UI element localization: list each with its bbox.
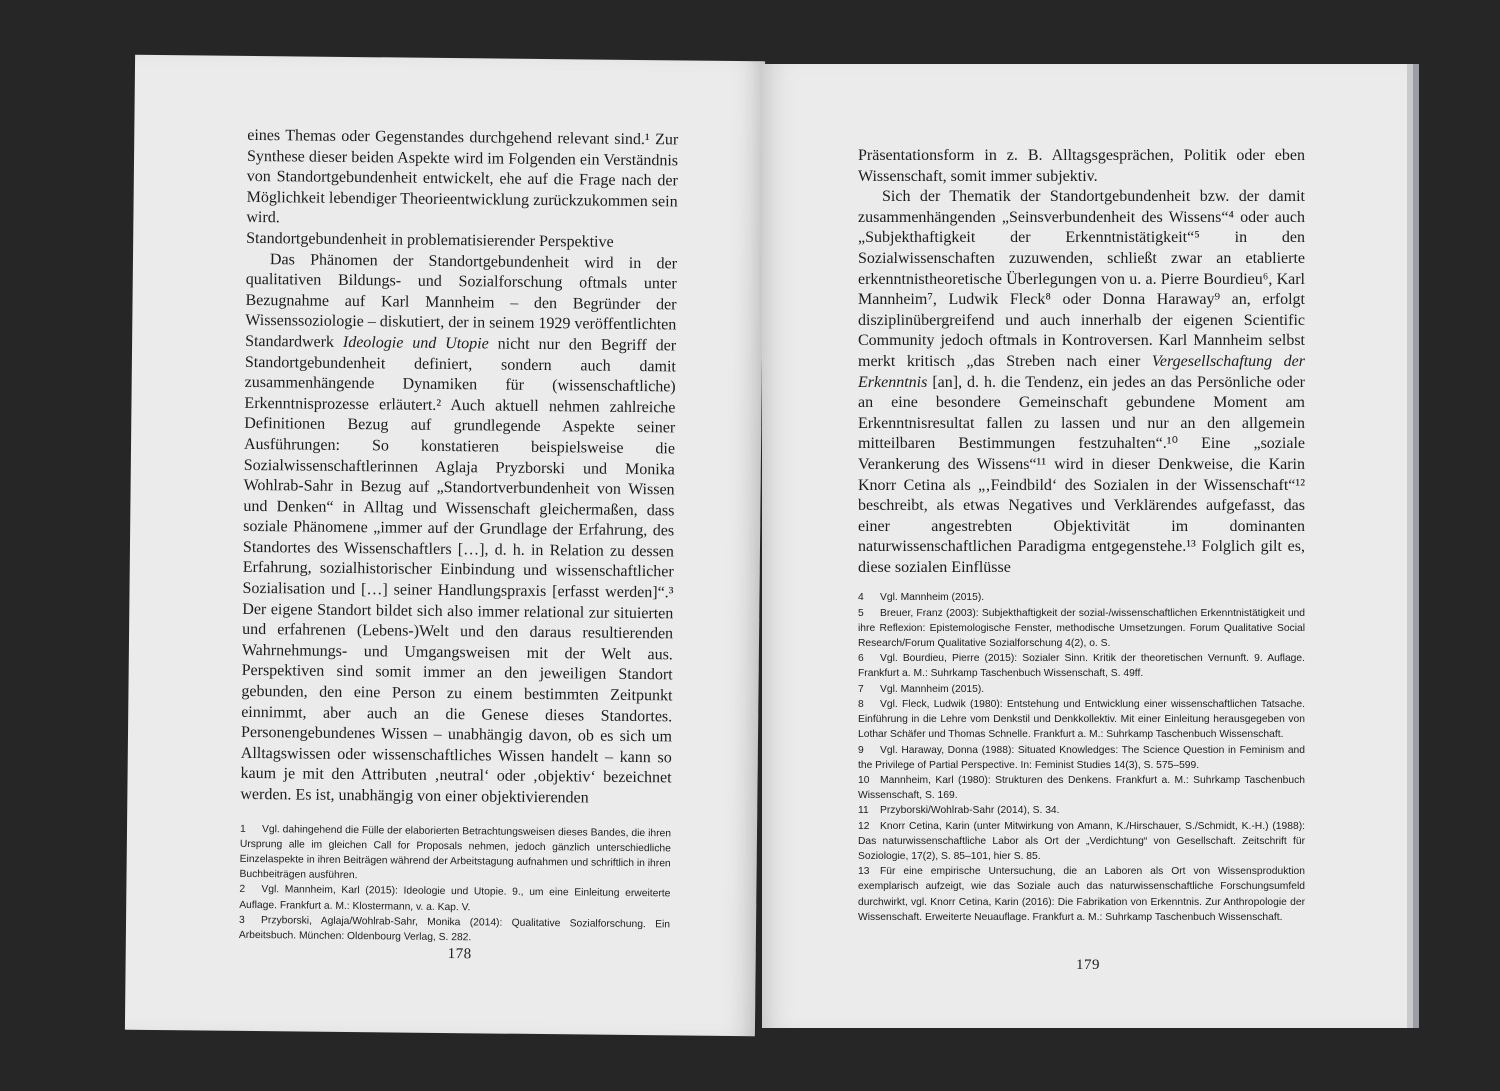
book-title-italic: Ideologie und Utopie <box>342 333 489 353</box>
footnote <box>858 864 1305 925</box>
paragraph-part-1: Das Phänomen der Standortgebundenheit wird in der qualitativen Bildungs- und Sozialforschung oftmals unter Bezugnahme auf Karl Mannheim – den Begründer der Wissenssoziologie – diskutiert, der in seinem 1929 veröffentlichten Standardwerk <box>245 250 678 351</box>
left-main-paragraph <box>240 249 677 810</box>
right-page <box>762 64 1407 1028</box>
footnote <box>858 803 1305 818</box>
footnote <box>858 697 1305 743</box>
footnote <box>239 913 670 948</box>
section-heading: Standortgebundenheit in problematisierender Perspektive <box>246 229 614 251</box>
paragraph-part-a: Sich der Thematik der Standortgebundenheit bzw. der damit zusammenhängenden „Seinsverbundenheit des Wissens“⁴ oder auch „Subjekthaftigkeit der Erkenntnistätigkeit“⁵ in den Sozialwissenschaften zuzuwenden, schließt zwar an etablierte erkenntnistheoretische Überlegungen von u. a. Pierre Bourdieu⁶, Karl Mannheim⁷, Ludwik Fleck⁸ oder Donna Haraway⁹ an, erfolgt disziplinübergreifend und auch innerhalb der eigenen Scientific Community jedoch oftmals in Kontroversen. Karl Mannheim selbst merkt kritisch „das Streben nach einer <box>858 188 1305 370</box>
footnote <box>858 773 1305 803</box>
footnote-number: 3 <box>239 914 245 926</box>
footnote-text: Vgl. Mannheim (2015). <box>880 683 985 695</box>
footnote-number: 11 <box>858 805 869 817</box>
footnote-number: 8 <box>858 698 864 710</box>
footnote <box>239 821 671 886</box>
footnote-number: 9 <box>858 744 864 756</box>
footnote-text: Vgl. Mannheim (2015). <box>880 592 985 604</box>
footnote-number: 7 <box>858 683 864 695</box>
right-continuation-paragraph: Präsentationsform in z. B. Alltagsgesprächen, Politik oder eben Wissenschaft, somit immer subjektiv. <box>858 147 1305 185</box>
footnote-number: 4 <box>858 592 864 604</box>
footnote <box>858 819 1305 865</box>
footnote-number: 1 <box>239 823 246 835</box>
footnote <box>858 651 1305 681</box>
footnote-text: Przyborski, Aglaja/Wohlrab-Sahr, Monika (2014): Qualitative Sozialforschung. Ein Arbeitsbuch. München: Oldenbourg Verlag, S. 282. <box>238 914 671 944</box>
page-number-left: 178 <box>447 946 472 963</box>
footnote-text: Vgl. Fleck, Ludwik (1980): Entstehung und Entwicklung einer wissenschaftlichen Tatsache. Einführung in die Lehre vom Denkstil und Denkkollektiv. Mit einer Einleitung herausgegeben von Lothar Schäfer und Thomas Schnelle. Frankfurt a. M.: Suhrkamp Taschenbuch Wissenschaft. <box>858 698 1305 741</box>
left-page <box>125 55 765 1037</box>
right-body-text <box>858 146 1305 578</box>
footnote-number: 2 <box>239 884 246 896</box>
footnote-number: 10 <box>858 774 870 786</box>
left-body-text <box>240 126 678 810</box>
page-number-right: 179 <box>1076 957 1100 973</box>
right-main-paragraph <box>858 187 1305 578</box>
footnote-text: Vgl. Bourdieu, Pierre (2015): Sozialer Sinn. Kritik der theoretischen Vernunft. 9. Auflage. Frankfurt a. M.: Suhrkamp Taschenbuch Wissenschaft, S. 49ff. <box>858 653 1305 680</box>
left-continuation-paragraph: eines Themas oder Gegenstandes durchgehend relevant sind.¹ Zur Synthese dieser beiden Aspekte wird im Folgenden ein Verständnis von Standortgebundenheit entwickelt, ehe auf die Frage nach der Möglichkeit lebendiger Theorieentwicklung zurückzukommen sein wird. <box>246 126 679 227</box>
footnote <box>858 743 1305 773</box>
footnote-text: Vgl. Mannheim, Karl (2015): Ideologie und Utopie. 9., um eine Einleitung erweiterte Auflage. Frankfurt a. M.: Klostermann, v. a. Kap. V. <box>239 884 671 913</box>
paragraph-part-b: [an], d. h. die Tendenz, ein jedes an das Persönliche oder an eine besondere Gemeinschaft gebundene Moment am Erkenntnisresultat fallen zu lassen und nur an den allgemein mitteilbaren Bestimmungen festzuhalten“.¹⁰ Eine „soziale Verankerung des Wissens“¹¹ wird in dieser Denkweise, die Karin Knorr Cetina als „‚Feindbild‘ des Sozialen in der Wissenschaft“¹² beschreibt, als etwas Negatives und Verklärendes aufgefasst, das einer angestrebten Objektivität im dominanten naturwissenschaftlichen Paradigma entgegenstehe.¹³ Folglich gilt es, diese sozialen Einflüsse <box>858 373 1306 576</box>
footnote-text: Przyborski/Wohlrab-Sahr (2014), S. 34. <box>880 805 1060 817</box>
footnote-text: Vgl. Haraway, Donna (1988): Situated Knowledges: The Science Question in Feminism and the Privilege of Partial Perspective. In: Feminist Studies 14(3), S. 575–599. <box>858 744 1305 771</box>
footnote-text: Für eine empirische Untersuchung, die an Laboren als Ort von Wissensproduktion exemplarisch aufzeigt, wie das Soziale auch das naturwissenschaftliche Forschungsumfeld durchwirkt, vgl. Knorr Cetina, Karin (2016): Die Fabrikation von Erkenntnis. Zur Anthropologie der Wissenschaft. Erweiterte Neuauflage. Frankfurt a. M.: Suhrkamp Taschenbuch Wissenschaft. <box>858 866 1305 923</box>
footnote-number: 12 <box>858 820 870 832</box>
right-footnotes <box>858 590 1305 924</box>
footnote <box>239 882 670 917</box>
footnote-number: 6 <box>858 653 864 665</box>
left-footnotes <box>239 821 671 947</box>
italic-phrase: Vergesellschaftung der Erkenntnis <box>858 352 1306 391</box>
footnote-text: Breuer, Franz (2003): Subjekthaftigkeit der sozial-/wissenschaftlichen Erkenntnistätigkeit und ihre Reflexion: Epistemologische Fenster, methodische Umsetzungen. Forum Qualitative Social Research/Forum Qualitative Sozialforschung 4(2), o. S. <box>858 607 1305 650</box>
footnote-text: Knorr Cetina, Karin (unter Mitwirkung von Amann, K./Hirschauer, S./Schmidt, K.-H.) (1988): Das naturwissenschaftliche Labor als Ort der „Verdichtung“ von Gesellschaft. Zeitschrift für Soziologie, 17(2), S. 85–101, hier S. 85. <box>858 820 1305 862</box>
footnote-number: 13 <box>858 866 870 878</box>
footnote <box>858 682 1305 697</box>
footnote-text: Mannheim, Karl (1980): Strukturen des Denkens. Frankfurt a. M.: Suhrkamp Taschenbuch Wissenschaft, S. 169. <box>858 774 1305 802</box>
footnote-text: Vgl. dahingehend die Fülle der elaborierten Betrachtungsweisen dieses Bandes, die ihren Ursprung alle im gleichen Call for Proposals nehmen, jedoch gänzlich unterschiedliche Einzelaspekte in ihren Beiträgen während der Arbeitstagung aufnahmen und schriftlich in ihren Buchbeiträgen ausführen. <box>239 823 672 882</box>
footnote <box>858 590 1305 605</box>
paragraph-part-2: nicht nur den Begriff der Standortgebundenheit definiert, sondern auch damit zusammenhängende Dynamiken für (wissenschaftliche) Erkenntnisprozesse erläutert.² Auch aktuell nehmen zahlreiche Definitionen Bezug auf grundlegende Aspekte seiner Ausführungen: So konstatieren beispielsweise die Sozialwissenschaftlerinnen Aglaja Pryzborski und Monika Wohlrab-Sahr in Bezug auf „Standortverbundenheit von Wissen und Denken“ in Alltag und Wissenschaft gleichermaßen, dass soziale Phänomene „immer auf der Grundlage der Erfahrung, des Standortes des Wissenschaftlers […], d. h. in Relation zu dessen Erfahrung, sozialhistorischer Einbindung und wissenschaftlicher Sozialisation und […] seiner Handlungspraxis [erfasst werden]“.³ Der eigene Standort bildet sich also immer relational zur situierten und erfahrenen (Lebens-)Welt und den daraus resultierenden Wahrnehmungs- und Umgangsweisen mit der Welt aus. Perspektiven sind somit immer an den jeweiligen Standort gebunden, den eine Person zu einem bestimmten Zeitpunkt einnimmt, aber auch an die Genese dieses Standortes. Personengebundenes Wissen – unabhängig davon, ob es sich um Alltagswissen oder wissenschaftliches Wissen handelt – kann so kaum je mit den Attributen ‚neutral‘ oder ‚objektiv‘ bezeichnet werden. Es ist, unabhängig von einer objektivierenden <box>240 335 677 807</box>
footnote-number: 5 <box>858 607 864 619</box>
footnote <box>858 606 1305 652</box>
